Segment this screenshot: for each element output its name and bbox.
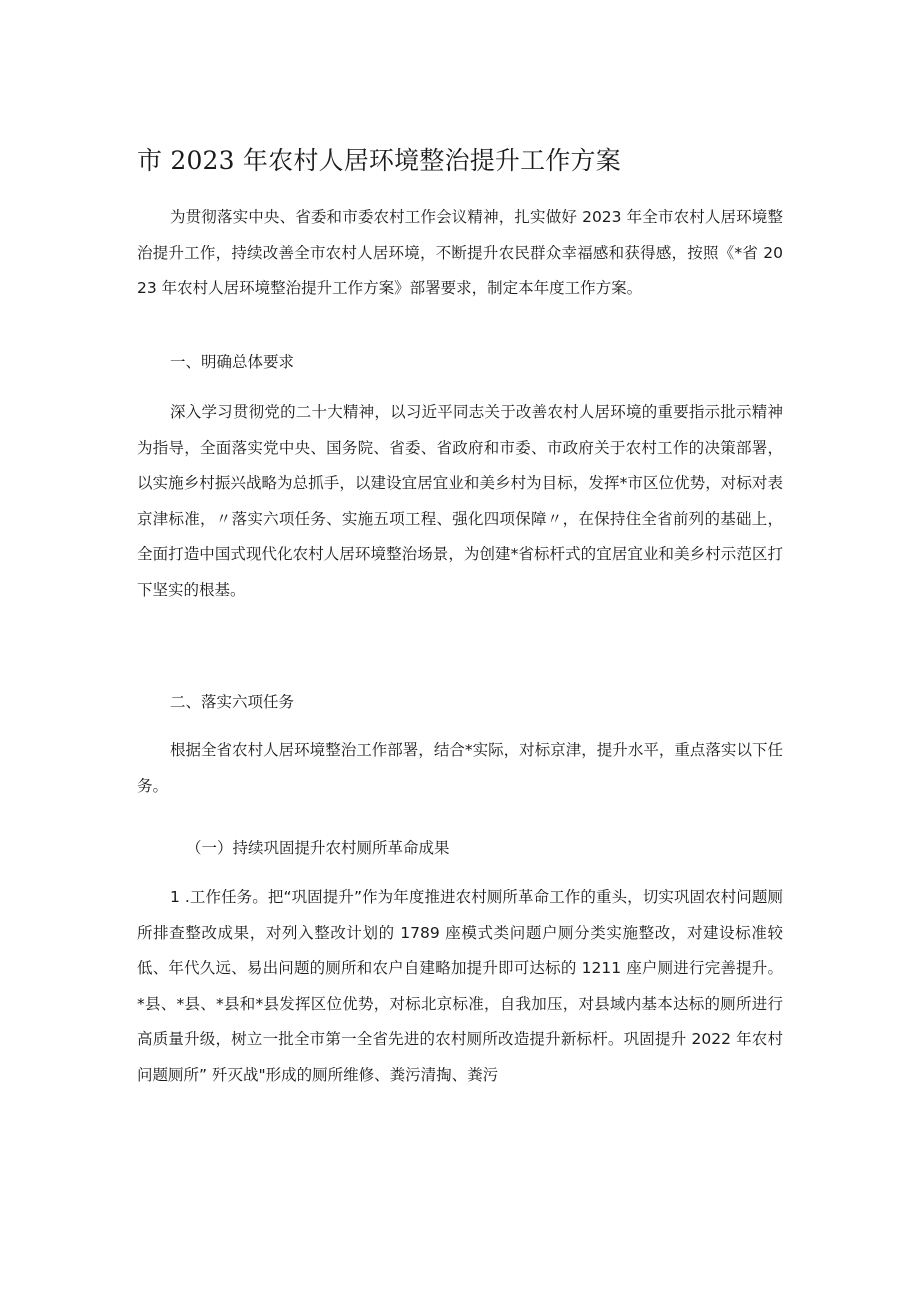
section-heading-1: 一、明确总体要求 xyxy=(170,353,295,371)
section-body-2: 根据全省农村人居环境整治工作部署，结合*实际，对标京津，提升水平，重点落实以下任务。 xyxy=(137,741,783,795)
subsection-heading-1: （一）持续巩固提升农村厕所革命成果 xyxy=(186,839,450,857)
section-heading-2: 二、落实六项任务 xyxy=(170,693,295,711)
item-paragraph-1: 1 .工作任务。把“巩固提升”作为年度推进农村厕所革命工作的重头，切实巩固农村问题厕所排查整改成果，对列入整改计划的 1789 座模式类问题户厕分类实施整改，对建设标准较低、年代久远、易出问题的厕所和农户自建略加提升即可达标的 1211 座户厕进行完善提升。*县、*县、*县和*县发挥区位优势，对标北京标准，自我加压，对县域内基本达标的厕所进行高质量升级，树立一批全市第一全省先进的农村厕所改造提升新标杆。巩固提升 2022 年农村问题厕所” 歼灭战"形成的厕所维修、粪污清掏、粪污 xyxy=(137,888,783,1084)
intro-paragraph: 为贯彻落实中央、省委和市委农村工作会议精神，扎实做好 2023 年全市农村人居环境整治提升工作，持续改善全市农村人居环境，不断提升农民群众幸福感和获得感，按照《*省 2023 年农村人居环境整治提升工作方案》部署要求，制定本年度工作方案。 xyxy=(137,208,783,297)
section-body-1: 深入学习贯彻党的二十大精神，以习近平同志关于改善农村人居环境的重要指示批示精神为指导，全面落实党中央、国务院、省委、省政府和市委、市政府关于农村工作的决策部署，以实施乡村振兴战略为总抓手，以建设宜居宜业和美乡村为目标，发挥*市区位优势，对标对表京津标准，〃落实六项任务、实施五项工程、强化四项保障〃，在保持住全省前列的基础上，全面打造中国式现代化农村人居环境整治场景，为创建*省标杆式的宜居宜业和美乡村示范区打下坚实的根基。 xyxy=(137,403,783,599)
document-title: 市 2023 年农村人居环境整治提升工作方案 xyxy=(137,146,621,175)
